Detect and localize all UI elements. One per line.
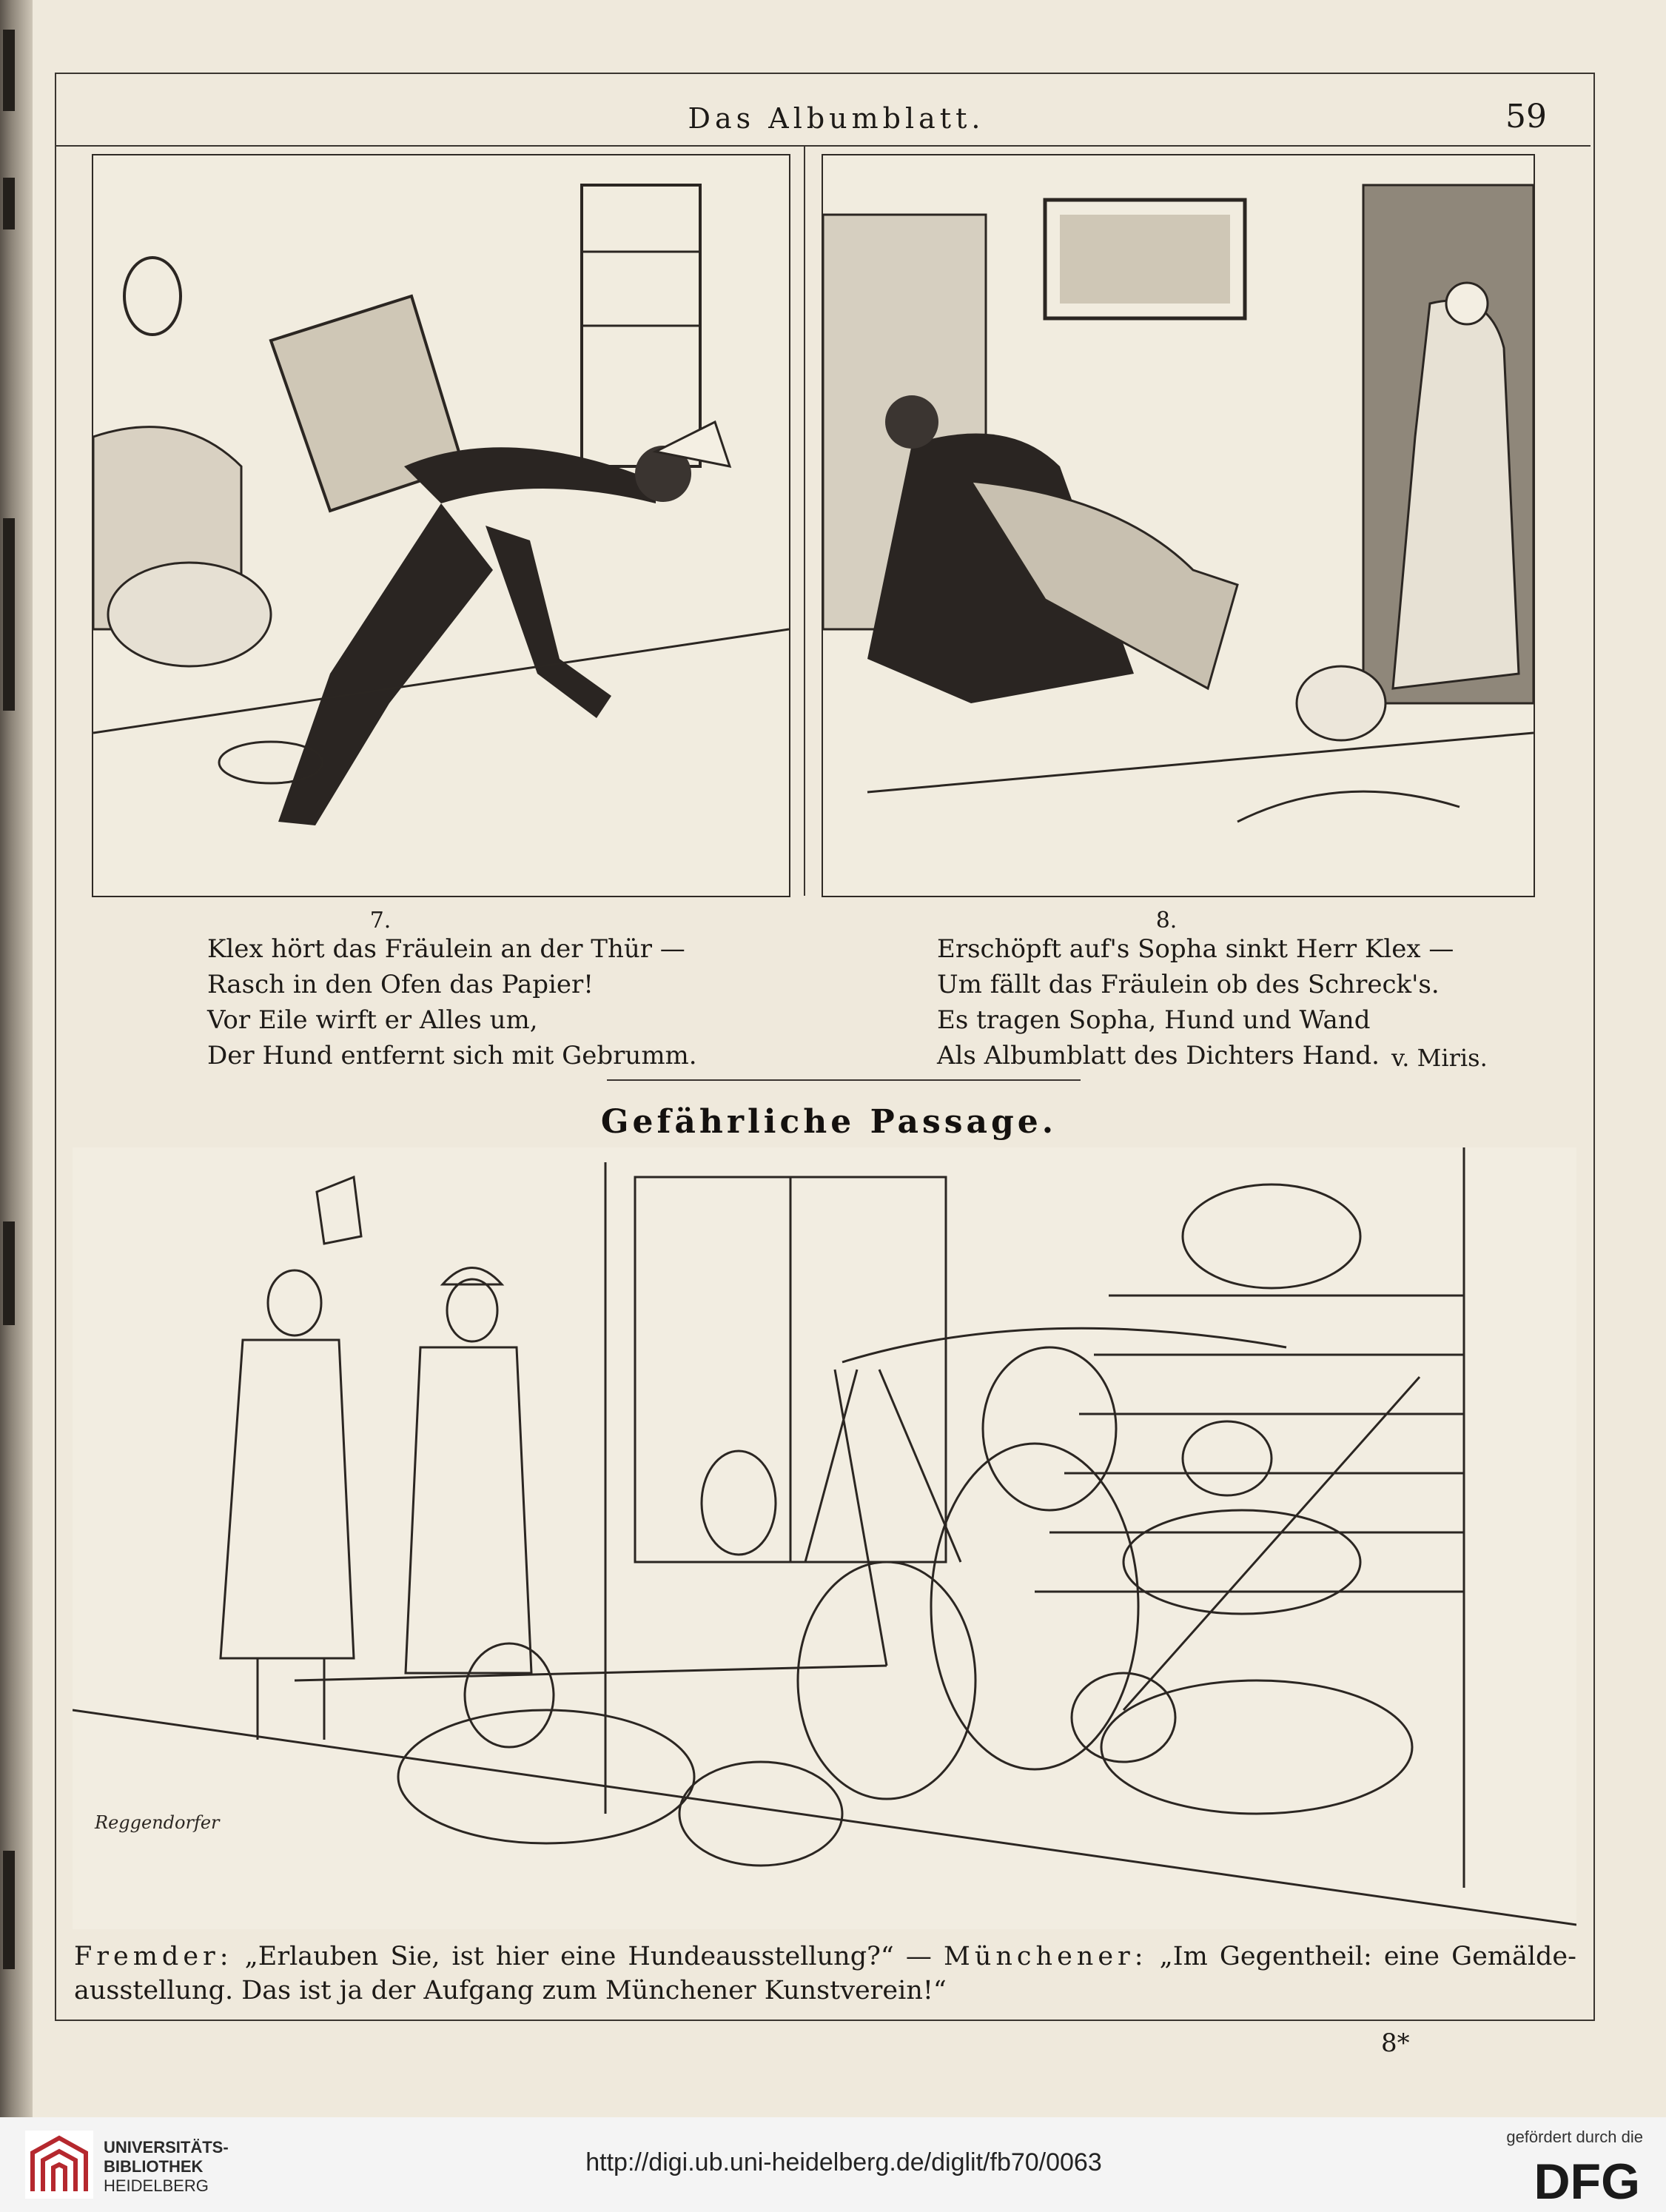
header-rule (56, 145, 1591, 147)
illustration-panel-7 (92, 154, 790, 897)
page-number: 59 (1505, 98, 1547, 135)
verse-line: Erschöpft auf's Sopha sinkt Herr Klex — (937, 934, 1454, 964)
institution-line-3: HEIDELBERG (104, 2176, 209, 2195)
caption-speaker-munich: Münchener: (944, 1942, 1148, 1971)
dogs-staircase-drawing (73, 1147, 1576, 1929)
institution-line-1: UNIVERSITÄTS- (104, 2138, 229, 2156)
spine-shadow (3, 518, 15, 711)
verse-line: Als Albumblatt des Dichters Hand. (937, 1041, 1380, 1070)
panel-divider (804, 147, 805, 896)
verse-line: Um fällt das Fräulein ob des Schreck's. (937, 970, 1440, 999)
illustration-caption (74, 1940, 1576, 2008)
dfg-logo-text: DFG (1534, 2156, 1640, 2203)
section-title: Gefährliche Passage. (600, 1103, 1058, 1141)
verse-panel-8 (937, 931, 1454, 1073)
permalink-url[interactable]: http://digi.ub.uni-heidelberg.de/diglit/fb70/0063 (585, 2148, 1102, 2176)
panel-7-drawing (93, 155, 789, 896)
sheet-signature-mark: 8* (1381, 2028, 1410, 2058)
verse-line: Der Hund entfernt sich mit Gebrumm. (207, 1041, 697, 1070)
artist-signature: Reggendorfer (95, 1812, 220, 1833)
poem-signature: v. Miris. (1391, 1044, 1488, 1072)
verse-panel-7 (207, 931, 697, 1073)
verse-line: Klex hört das Fräulein an der Thür — (207, 934, 685, 964)
spine-shadow (3, 1221, 15, 1325)
spine-shadow (3, 1851, 15, 1969)
dfg-logo-icon (1485, 2156, 1642, 2203)
spine-shadow (3, 30, 15, 111)
caption-speaker-stranger: Fremder: (74, 1942, 233, 1971)
verse-line: Vor Eile wirft er Alles um, (207, 1005, 538, 1035)
institution-name (104, 2138, 229, 2196)
caption-dash: — (905, 1942, 932, 1971)
illustration-dangerous-passage (73, 1147, 1576, 1929)
illustration-panel-8 (822, 154, 1535, 897)
book-spine-edge (0, 0, 33, 2117)
caption-line-stranger: „Erlauben Sie, ist hier eine Hundeausstellung?“ (244, 1942, 894, 1971)
running-title: Das Albumblatt. (688, 102, 985, 135)
panel-number-7: 7. (369, 908, 392, 934)
section-rule (607, 1079, 1081, 1081)
panel-8-drawing (823, 155, 1534, 896)
digitization-footer (0, 2117, 1666, 2212)
panel-number-8: 8. (1155, 908, 1178, 934)
institution-line-2: BIBLIOTHEK (104, 2157, 204, 2176)
caption-line-munich: „Im Gegentheil: eine Gemälde-ausstellung. Das ist ja der Aufgang zum Münchener Kunstverein!“ (74, 1942, 1576, 2005)
sponsor-text: gefördert durch die (1506, 2128, 1643, 2146)
verse-line: Es tragen Sopha, Hund und Wand (937, 1005, 1371, 1035)
university-library-logo-icon (25, 2131, 93, 2199)
spine-shadow (3, 178, 15, 229)
verse-line: Rasch in den Ofen das Papier! (207, 970, 594, 999)
